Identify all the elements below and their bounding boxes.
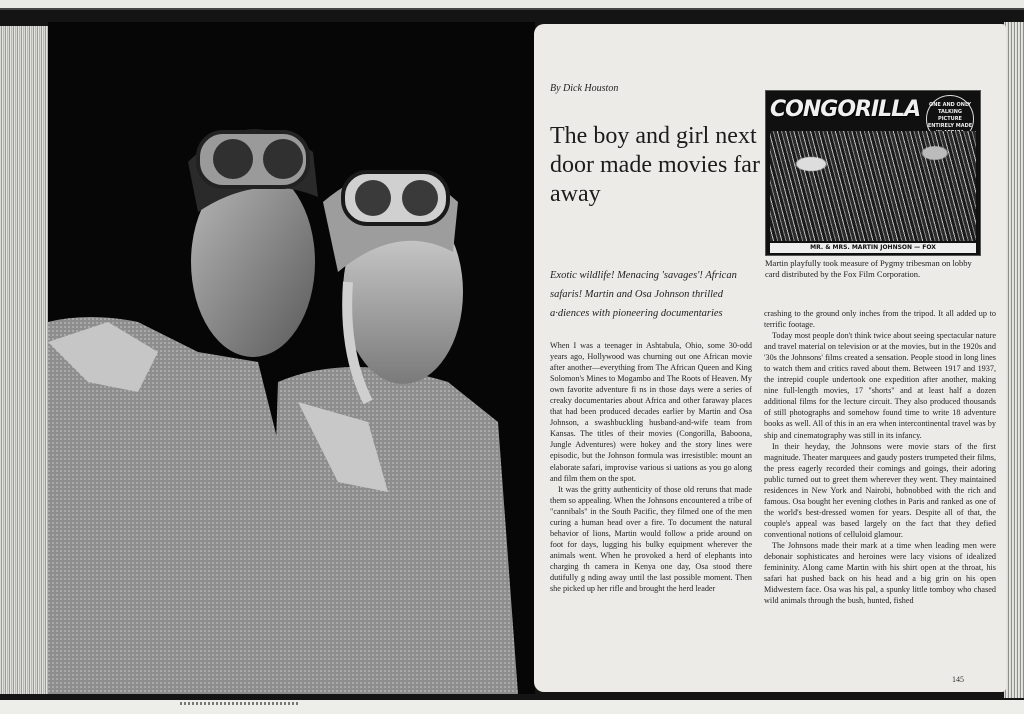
paragraph: When I was a teenager in Ashtabula, Ohio, some 30-odd years ago, Hollywood was churning out one African movie after another—everything from The African Queen and King Solomon's Mines to Mogambo and The Roots of Heaven. My own favorite adventure fi ns in those days were a series of creaky documentaries about Africa and other faraway places that had been produced decades earlier by Martin and Osa Johnson, a swashbuckling husband-and-wife team from Kansas. The titles of their movies (Congorilla, Baboona, Jungle Adventures) were hokey and the story lines were episodic, but the Johnson formula was irresistible: mount an elaborate safari, improvise various si uations as you go along and film them on the spot. [550, 341, 752, 483]
paragraph: crashing to the ground only inches from the tripod. It all added up to terrific footage. [764, 309, 996, 330]
article-column-1 [550, 340, 752, 594]
page-number: 145 [952, 675, 964, 684]
byline: By Dick Houston [550, 83, 619, 94]
poster-credit: MR. & MRS. MARTIN JOHNSON — FOX [770, 243, 976, 253]
johnsons-portrait-photo [48, 22, 535, 694]
paragraph: It was the gritty authenticity of those old reruns that made them so appealing. When the Johnsons encountered a tribe of "cannibals" in the South Pacific, they filmed one of the men curing a human head over a fire. To document the natural behavior of lions, Martin would follow a pride around on foot for days, lugging his bulky equipment wherever the animals went. When he provoked a herd of elephants into charging th camera in Kenya one day, Osa stood there dutifully g nding away until the last possible moment. Then she picked up her rifle and brought the herd leader [550, 484, 752, 594]
paragraph: The Johnsons made their mark at a time when leading men were debonair sophisticates and heroines were lacy visions of idealized femininity. Along came Martin with his shirt open at the throat, his safari hat pushed back on his head and a big grin on his open Midwestern face. Osa was his pal, a spunky little tomboy who chased wild animals through the bush, hunted, fished [764, 540, 996, 606]
poster-badge: ONE AND ONLY TALKING PICTURE ENTIRELY MADE [926, 95, 974, 143]
page-stack-right [1004, 22, 1024, 698]
paragraph: In their heyday, the Johnsons were movie stars of the first magnitude. Theater marquees and gaudy posters trumpeted their films, the press eagerly recorded their comings and goings, their adoring public turned out to greet them wherever they went. They maintained residences in New York and Nairobi, hobnobbed with the rich and famous. Osa bought her evening clothes in Paris and ranked as one of the world's best-dressed women for years. Despite all of that, the couple's appeal was based largely on the fact that they defied conventional notions of celluloid glamour. [764, 441, 996, 539]
photo-page [48, 22, 535, 694]
scan-border-top [0, 0, 1024, 10]
article-column-2 [764, 308, 996, 606]
scan-border-bottom [0, 700, 1024, 714]
poster-caption: Martin playfully took measure of Pygmy tribesman on lobby card distributed by the Fox Film Corporation. [765, 258, 972, 279]
poster-title: CONGORILLA [770, 97, 921, 122]
barcode-strip [180, 702, 300, 705]
page-stack-left [0, 26, 48, 694]
headline: The boy and girl next door made movies far away [550, 123, 760, 207]
poster-illustration [770, 131, 976, 241]
article-deck: Exotic wildlife! Menacing 'savages'! African safaris! Martin and Osa Johnson thrilled a·diences with pioneering documentaries [550, 270, 737, 319]
congorilla-lobby-card [765, 90, 981, 256]
article-page [534, 24, 1006, 692]
paragraph: Today most people don't think twice about seeing spectacular nature and travel material on television or at the movies, but in the 1920s and '30s the Johnsons' films created a sensation. People stood in long lines to watch them and critics raved about them. Between 1917 and 1937, the intrepid couple undertook one expedition after another, making nine full-length movies, 17 "shorts" and at least half a dozen additional films for the lecture circuit. They also produced thousands of still photographs and somehow found time to write 18 adventure books as well. All of this in an era when intercontinental travel was by ship and cinematography was still in its infancy. [764, 331, 996, 440]
